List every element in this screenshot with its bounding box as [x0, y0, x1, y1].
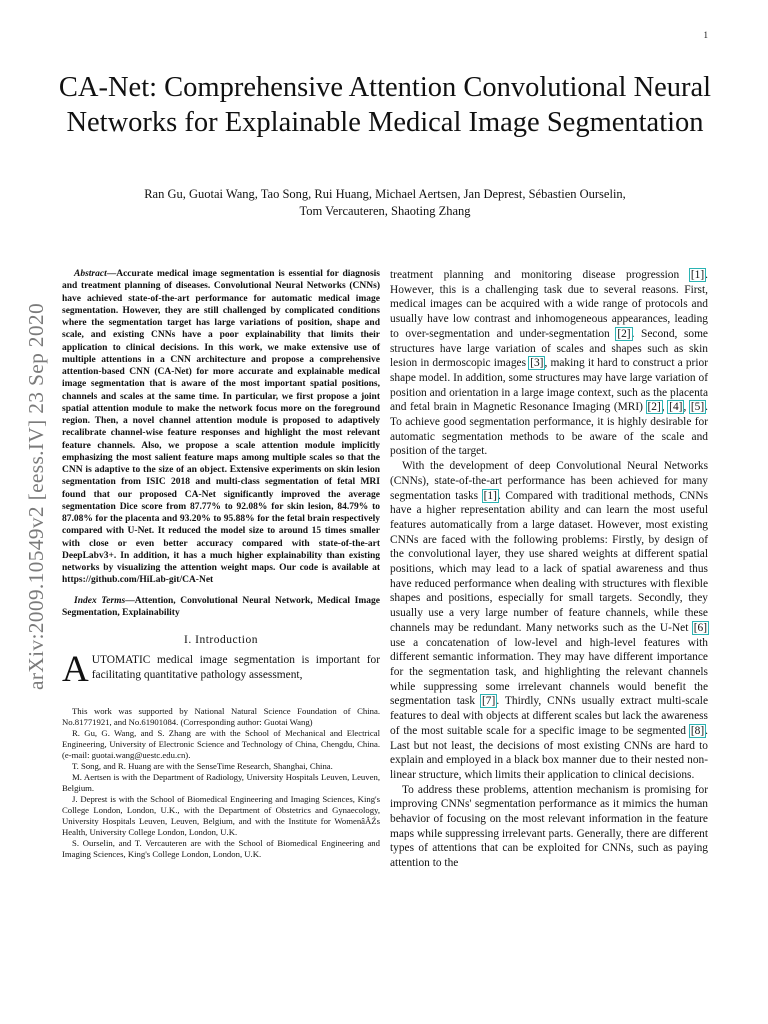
left-column — [62, 268, 380, 860]
abstract-label: Abstract — [74, 269, 107, 279]
citation-link[interactable]: [7] — [482, 695, 496, 708]
text-run: . Last but not least, the decisions of most existing CNNs are hard to explain and employed in a black box manner due to their nested non-linear structure, which limits their application to clinical decisions. — [390, 724, 708, 781]
text-run: . However, this is a challenging task due to several reasons. First, medical images can be acquired with a wide range of protocols and usually have low contrast and inhomogeneous appearances, leading to over-segmentation and under-segmentation — [390, 269, 708, 340]
index-terms: Index Terms—Attention, Convolutional Neural Network, Medical Image Segmentation, Explainability — [62, 595, 380, 618]
text-run: , — [661, 401, 669, 414]
footnote: This work was supported by National Natural Science Foundation of China. No.81771921, and No.61901084. (Corresponding author: Guotai Wang) — [62, 706, 380, 728]
citation-link[interactable]: [3] — [530, 357, 544, 370]
right-column — [390, 268, 708, 871]
citation-link[interactable]: [8] — [690, 724, 705, 737]
footnote: R. Gu, G. Wang, and S. Zhang are with the School of Mechanical and Electrical Engineering, University of Electronic Science and Technology of China, Chengdu, China. (e-mail: guotai.wang@uestc.edu.cn). — [62, 728, 380, 761]
text-run: . Second, some structures have large variation of scales and shapes such as skin lesion in dermoscopic images — [390, 327, 708, 370]
text-run: . To achieve good segmentation performance, it is highly desirable for automatic segmentation methods to be aware of the scale and position of the target. — [390, 401, 708, 458]
introduction-opening — [62, 649, 380, 690]
citation-link[interactable]: [1] — [690, 269, 705, 281]
index-terms-text: Attention, Convolutional Neural Network, Medical Image Segmentation, Explainability — [62, 595, 380, 618]
citation-link[interactable]: [5] — [690, 401, 705, 414]
footnote: T. Song, and R. Huang are with the SenseTime Research, Shanghai, China. — [72, 761, 333, 772]
text-run: treatment planning and monitoring disease progression — [390, 269, 690, 281]
citation-link[interactable]: [2] — [647, 401, 661, 414]
paper-title: CA-Net: Comprehensive Attention Convolutional Neural Networks for Explainable Medical Image Segmentation — [58, 72, 712, 138]
citation-link[interactable]: [6] — [693, 621, 707, 634]
text-run: use a concatenation of low-level and high-level features with different semantic information. They may have different importance for the segmentation task, and highlighting the relevant channels while suppressing some irrelevant channels would benefit the segmentation task — [390, 636, 708, 708]
abstract: Abstract—Accurate medical image segmentation is essential for diagnosis and treatment planning of diseases. Convolutional Neural Networks (CNNs) have achieved state-of-the-art performance for automatic medical image segmentation. However, they are still challenged by complicated conditions where the segmentation target has large variations of position, shape and scale, and existing CNNs have a poor explainability that limits their application to clinical decisions. In this work, we make extensive use of multiple attentions in a CNN architecture and propose a comprehensive attention-based CNN (CA-Net) for more accurate and explainable medical image segmentation that is aware of the most important spatial positions, channels and scales at the same time. In particular, we first propose a joint spatial attention module to make the network focus more on the foreground region. Then, a novel channel attention module is proposed to adaptively recalibrate channel-wise feature responses and highlight the most relevant feature channels. Also, we propose a scale attention module implicitly emphasizing the most salient feature maps among multiple scales so that the CNN is adaptive to the size of an object. Extensive experiments on skin lesion segmentation from ISIC 2018 and multi-class segmentation of fetal MRI found that our proposed CA-Net significantly improved the average segmentation Dice score from 87.77% to 92.08% for skin lesion, 84.79% to 87.08% for the placenta and 93.20% to 95.88% for the fetal brain respectively compared with U-Net. It reduced the model size to around 15 times smaller with close or even better accuracy compared with state-of-the-art DeepLabv3+. In addition, it has a much higher explainability than existing networks by visualizing the attention weight maps. Our code is available at https://github.com/HiLab-git/CA-Net — [62, 269, 380, 586]
text-run: To address these problems, attention mechanism is promising for improving CNNs' segmentation performance as it mimics the human behavior of focusing on the most relevant information in the feature maps while suppressing irrelevant parts. Generally, there are different types of attentions that can be exploited for CNNs, such as paying attention to the — [390, 783, 708, 870]
footnotes — [62, 706, 380, 860]
author-line-1: Ran Gu, Guotai Wang, Tao Song, Rui Huang, Michael Aertsen, Jan Deprest, Sébastien Ourselin, — [144, 187, 626, 201]
index-terms-label: Index Terms — [74, 595, 126, 606]
abstract-text: Accurate medical image segmentation is essential for diagnosis and treatment planning of diseases. Convolutional Neural Networks (CNNs) have achieved state-of-the-art performance for automatic medical image segmentation. However, they are still challenged by complicated conditions where the segmentation target has large variations of position, shape and scale, and existing CNNs have a poor explainability that limits their application to clinical decisions. In this work, we make extensive use of multiple attentions in a CNN architecture and propose a comprehensive attention-based CNN (CA-Net) for more accurate and explainable medical image segmentation that is aware of the most important spatial positions, channels and scales at the same time. In particular, we first propose a joint spatial attention module to make the network focus more on the foreground region. Then, a novel channel attention module is proposed to adaptively recalibrate channel-wise feature responses and highlight the most relevant feature channels. Also, we propose a scale attention module implicitly emphasizing the most salient feature maps among multiple scales so that the CNN is adaptive to the size of an object. Extensive experiments on skin lesion segmentation from ISIC 2018 and multi-class segmentation of fetal MRI found that our proposed CA-Net significantly improved the average segmentation Dice score from 87.77% to 92.08% for skin lesion, 84.79% to 87.08% for the placenta and 93.20% to 95.88% for the fetal brain respectively compared with U-Net. It reduced the model size to around 15 times smaller with close or even better accuracy compared with state-of-the-art DeepLabv3+. In addition, it has a much higher explainability than existing networks by visualizing the attention weight maps. Our code is available at https://github.com/HiLab-git/CA-Net — [62, 269, 380, 586]
footnote: M. Aertsen is with the Department of Radiology, University Hospitals Leuven, Leuven, Belgium. — [62, 772, 380, 794]
text-run: . Thirdly, CNNs usually extract multi-scale features to deal with objects at different scales but lack the awareness of the most suitable scale for a specific image to be segmented — [390, 695, 709, 737]
paragraph — [390, 783, 708, 871]
author-list — [60, 186, 710, 220]
section-heading-introduction: I. Introduction — [184, 634, 258, 646]
text-run: . Compared with traditional methods, CNNs have a higher representation ability and can learn the most useful features automatically from a large dataset. However, most existing CNNs are faced with the following problems: Firstly, by design of the convolutional layer, they use shared weights at different spatial positions, which may lead to a lack of spatial awareness and thus have reduced performance when dealing with structures with flexible shapes and positions, especially for small targets. Secondly, they usually use a very large number of feature channels, while these channels may be redundant. Many networks such as the U-Net — [390, 489, 709, 634]
arxiv-stamp: arXiv:2009.10549v2 [eess.IV] 23 Sep 2020 — [24, 302, 48, 690]
text-run: , — [683, 401, 690, 414]
dropcap: A — [62, 649, 89, 690]
citation-link[interactable]: [4] — [669, 401, 683, 414]
footnote: S. Ourselin, and T. Vercauteren are with the School of Biomedical Engineering and Imaging Sciences, King's College London, London, U.K. — [62, 838, 380, 860]
introduction-opening-text: UTOMATIC medical image segmentation is important for facilitating quantitative pathology assessment, — [91, 654, 380, 681]
page-number: 1 — [703, 30, 708, 40]
text-run: , making it hard to construct a prior shape model. In addition, some structures may have large variation of position and orientation in a large image context, such as the placenta and fetal brain in Magnetic Resonance Imaging (MRI) — [390, 357, 708, 414]
paragraph — [390, 268, 708, 459]
text-run: With the development of deep Convolutional Neural Networks (CNNs), state-of-the-art performance has been achieved for many segmentation tasks — [390, 460, 708, 502]
footnote: J. Deprest is with the School of Biomedical Engineering and Imaging Sciences, King's College London, London, U.K., with the Department of Obstetrics and Gynaecology, University Hospitals Leuven, Leuven, Belgium, and with the Institute for WomenâĂŹs Health, University College London, London, U.K. — [62, 794, 380, 838]
citation-link[interactable]: [1] — [483, 489, 497, 502]
paragraph — [390, 459, 708, 782]
author-line-2: Tom Vercauteren, Shaoting Zhang — [299, 204, 471, 218]
citation-link[interactable]: [2] — [617, 327, 631, 340]
